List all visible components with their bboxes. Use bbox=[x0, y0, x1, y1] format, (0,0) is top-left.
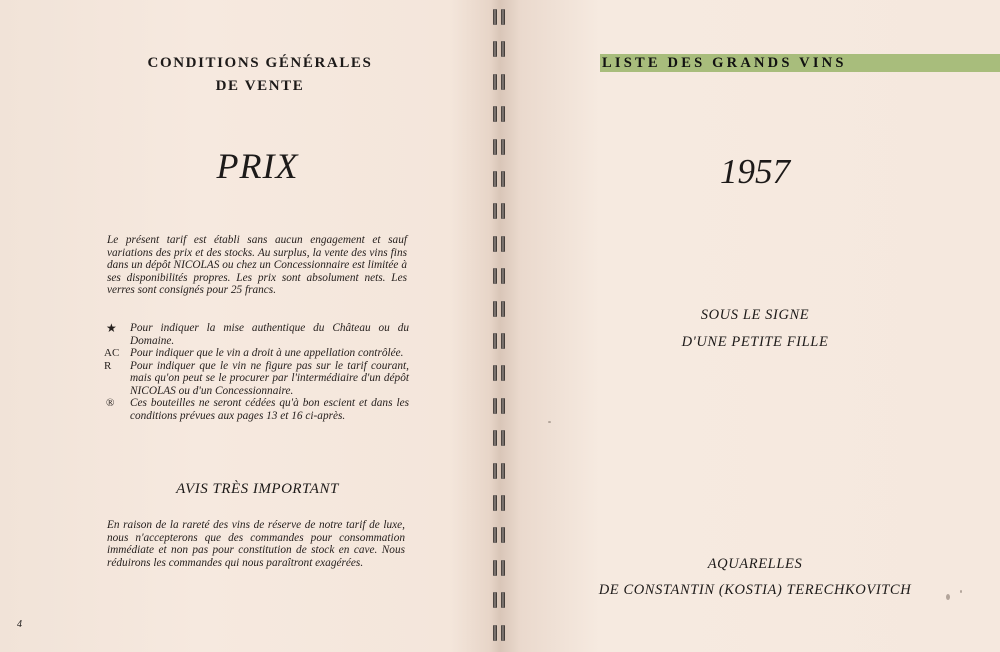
symbol-notes-list bbox=[104, 322, 409, 422]
avis-title: AVIS TRÈS IMPORTANT bbox=[176, 481, 339, 497]
note-text: Pour indiquer que le vin a droit à une appellation contrôlée. bbox=[130, 347, 404, 359]
year-title: 1957 bbox=[720, 152, 790, 191]
avis-paragraph: En raison de la rareté des vins de réserve de notre tarif de luxe, nous n'accepterons que des commandes pour consommation immédiate et non pas pour constitution de stock en cave. Nous réduirons les commandes qui nous paraîtront exagérées. bbox=[107, 519, 405, 569]
paper-speck bbox=[946, 594, 950, 600]
credits-line1: AQUARELLES bbox=[707, 556, 803, 572]
subtitle-line2: D'UNE PETITE FILLE bbox=[681, 334, 829, 350]
credits-line2: DE CONSTANTIN (KOSTIA) TERECHKOVITCH bbox=[598, 582, 912, 598]
note-symbol-r: R bbox=[104, 359, 112, 372]
credits-block bbox=[560, 551, 950, 603]
note-registered bbox=[104, 397, 409, 422]
note-symbol-ac: AC bbox=[104, 347, 120, 359]
paper-speck bbox=[548, 421, 551, 423]
note-ac bbox=[104, 347, 409, 360]
star-icon: ★ bbox=[106, 321, 117, 335]
banner-title: LISTE DES GRANDS VINS bbox=[602, 55, 847, 71]
note-r bbox=[104, 360, 409, 398]
conditions-heading-line1: CONDITIONS GÉNÉRALES bbox=[147, 55, 373, 71]
subtitle-block bbox=[640, 302, 870, 356]
subtitle-line1: SOUS LE SIGNE bbox=[700, 307, 810, 323]
note-star bbox=[104, 322, 409, 347]
conditions-heading bbox=[0, 52, 520, 98]
note-text: Ces bouteilles ne seront cédées qu'à bon escient et dans les conditions prévues aux pages 13 et 16 ci-après. bbox=[130, 397, 409, 422]
registered-icon: ® bbox=[106, 397, 115, 409]
prix-title: PRIX bbox=[216, 146, 299, 186]
note-text: Pour indiquer que le vin ne figure pas sur le tarif courant, mais qu'on peut se le procurer par l'intermédiaire d'un dépôt NICOLAS ou d'un Concessionnaire. bbox=[130, 359, 409, 397]
paper-speck bbox=[960, 590, 962, 593]
left-page bbox=[0, 0, 490, 652]
intro-paragraph: Le présent tarif est établi sans aucun engagement et sauf variations des prix et des stocks. Au surplus, la vente des vins fins dans un dépôt NICOLAS ou chez un Concessionnaire est limitée à ses disponibilités propres. Les prix sont absolument nets. Les verres sont consignés pour 25 francs. bbox=[107, 234, 407, 296]
conditions-heading-line2: DE VENTE bbox=[215, 78, 305, 94]
page-number: 4 bbox=[17, 619, 22, 630]
note-text: Pour indiquer la mise authentique du Château ou du Domaine. bbox=[130, 322, 409, 347]
